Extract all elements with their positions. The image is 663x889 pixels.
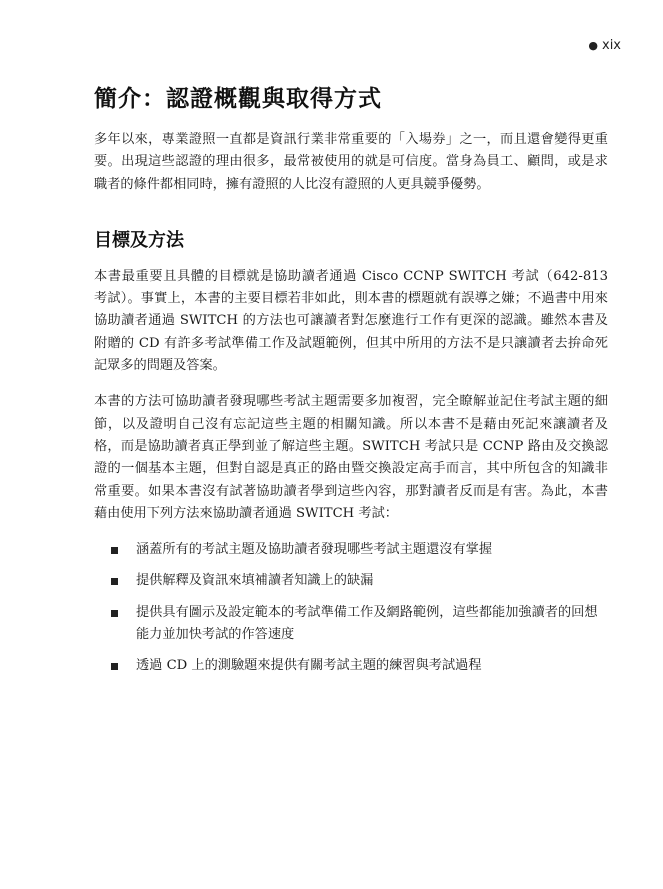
page-number-text: xix <box>602 38 621 53</box>
square-bullet-icon <box>111 547 118 554</box>
list-item-text: 提供解釋及資訊來填補讀者知識上的缺漏 <box>136 573 374 589</box>
list-item <box>94 570 608 592</box>
square-bullet-icon <box>111 663 118 670</box>
list-item <box>94 539 608 561</box>
square-bullet-icon <box>111 578 118 585</box>
list-item <box>94 602 608 647</box>
list-item-text: 涵蓋所有的考試主題及協助讀者發現哪些考試主題還沒有掌握 <box>136 542 493 558</box>
bullet-dot-icon: ● <box>588 39 598 52</box>
section-heading: 目標及方法 <box>94 229 184 251</box>
body-paragraph: 本書最重要且具體的目標就是協助讀者通過 Cisco CCNP SWITCH 考試（642-813 考試）。事實上，本書的主要目標若非如此，則本書的標題就有誤導之嫌；不過書中用來協助讀者通過 SWITCH 的方法也可讓讀者對怎麼進行工作有更深的認識。雖然本書及附贈的 CD 有許多考試準備工作及試題範例，但其中所用的方法不是只讓讀者去拚命死記眾多的問題及答案。 <box>94 268 608 374</box>
list-item-text: 透過 CD 上的測驗題來提供有關考試主題的練習與考試過程 <box>136 658 482 674</box>
list-item <box>94 655 608 677</box>
page-number <box>588 38 621 53</box>
bullet-list <box>94 539 608 677</box>
list-item-text: 提供具有圖示及設定範本的考試準備工作及網路範例，這些都能加強讀者的回想能力並加快考試的作答速度 <box>136 604 598 643</box>
intro-paragraph: 多年以來，專業證照一直都是資訊行業非常重要的「入場券」之一，而且還會變得更重要。出現這些認證的理由很多，最常被使用的就是可信度。當身為員工、顧問，或是求職者的條件都相同時，擁有證照的人比沒有證照的人更具競爭優勢。 <box>94 132 608 192</box>
page-content <box>94 80 608 687</box>
body-paragraph: 本書的方法可協助讀者發現哪些考試主題需要多加複習，完全瞭解並記住考試主題的細節，以及證明自己沒有忘記這些主題的相關知識。所以本書不是藉由死記來讓讀者及格，而是協助讀者真正學到並了解這些主題。SWITCH 考試只是 CCNP 路由及交換認證的一個基本主題，但對自認是真正的路由暨交換設定高手而言，其中所包含的知識非常重要。如果本書沒有試著協助讀者學到這些內容，那對讀者反而是有害。為此，本書藉由使用下列方法來協助讀者通過 SWITCH 考試： <box>94 394 608 521</box>
square-bullet-icon <box>111 610 118 617</box>
chapter-title: 簡介：認證概觀與取得方式 <box>94 86 382 112</box>
